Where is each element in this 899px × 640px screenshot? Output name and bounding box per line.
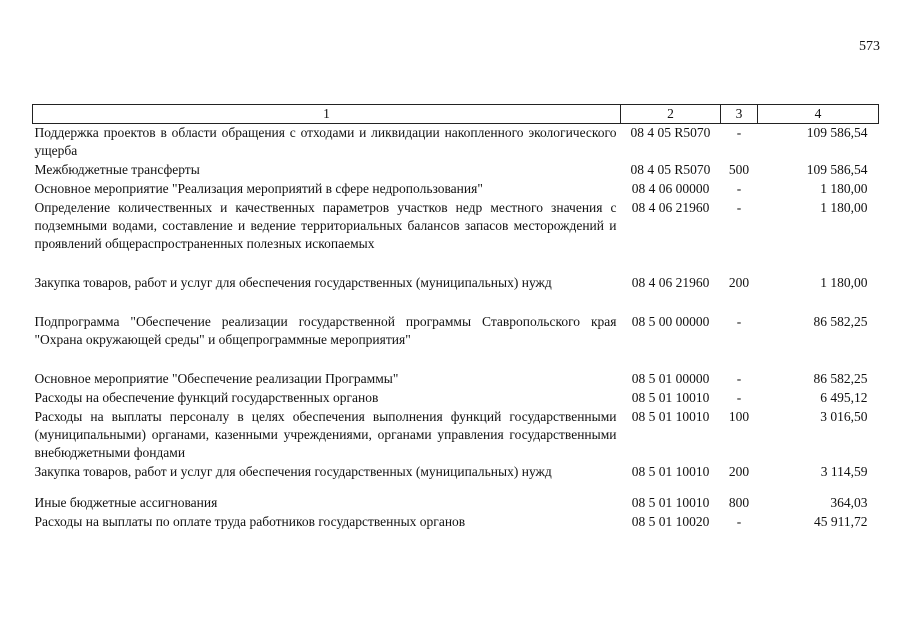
row-name: Подпрограмма "Обеспечение реализации государственной программы Ставропольского края "Охрана окружающей среды" и общепрограммные мероприятия"	[34, 314, 617, 347]
row-code: 08 5 01 10010	[631, 495, 710, 510]
table-row	[33, 161, 879, 180]
row-type: -	[736, 514, 742, 529]
table-row	[33, 370, 879, 389]
row-code: 08 4 05 R5070	[630, 125, 711, 140]
row-name: Определение количественных и качественных параметров участков недр местного значения с подземными водами, составление и ведение территориальных балансов запасов месторождений и проявлений общераспространенных полезных ископаемых	[34, 200, 617, 251]
row-sum: 6 495,12	[820, 390, 868, 405]
row-name: Расходы на обеспечение функций государственных органов	[34, 390, 379, 405]
row-type: 200	[728, 275, 750, 290]
table-row	[33, 199, 879, 254]
budget-table-container	[32, 104, 878, 532]
row-sum: 1 180,00	[820, 181, 868, 196]
row-spacer	[33, 482, 879, 494]
row-type: -	[736, 390, 742, 405]
row-code: 08 5 01 10020	[631, 514, 710, 529]
page-number: 573	[859, 39, 880, 54]
row-type: 500	[728, 162, 750, 177]
table-row	[33, 274, 879, 293]
row-sum: 3 114,59	[820, 464, 868, 479]
table-row	[33, 389, 879, 408]
row-code: 08 4 05 R5070	[630, 162, 711, 177]
header-col-2: 2	[621, 105, 721, 124]
header-col-4: 4	[758, 105, 879, 124]
budget-table	[32, 104, 879, 532]
row-code: 08 4 06 00000	[631, 181, 710, 196]
row-type: -	[736, 125, 742, 140]
row-code: 08 4 06 21960	[631, 200, 710, 215]
table-row	[33, 408, 879, 463]
row-sum: 3 016,50	[820, 409, 868, 424]
header-row	[33, 105, 879, 124]
row-code: 08 5 01 10010	[631, 464, 710, 479]
table-row	[33, 513, 879, 532]
table-row	[33, 313, 879, 350]
row-sum: 86 582,25	[813, 314, 868, 329]
row-sum: 364,03	[830, 495, 868, 510]
row-type: -	[736, 314, 742, 329]
row-code: 08 5 01 00000	[631, 371, 710, 386]
row-type: 800	[728, 495, 750, 510]
row-sum: 1 180,00	[820, 275, 868, 290]
row-name: Поддержка проектов в области обращения с отходами и ликвидации накопленного экологического ущерба	[34, 125, 617, 158]
row-name: Закупка товаров, работ и услуг для обеспечения государственных (муниципальных) нужд	[34, 275, 552, 290]
row-name: Основное мероприятие "Реализация мероприятий в сфере недропользования"	[34, 181, 483, 196]
row-sum: 45 911,72	[814, 514, 868, 529]
row-code: 08 5 01 10010	[631, 390, 710, 405]
row-sum: 86 582,25	[813, 371, 868, 386]
row-type: 200	[728, 464, 750, 479]
row-name: Закупка товаров, работ и услуг для обеспечения государственных (муниципальных) нужд	[34, 464, 552, 479]
row-spacer	[33, 254, 879, 274]
row-sum: 109 586,54	[806, 125, 868, 140]
row-sum: 1 180,00	[820, 200, 868, 215]
row-code: 08 5 00 00000	[631, 314, 710, 329]
row-spacer	[33, 350, 879, 370]
row-type: -	[736, 200, 742, 215]
row-name: Расходы на выплаты по оплате труда работников государственных органов	[34, 514, 466, 529]
row-name: Основное мероприятие "Обеспечение реализации Программы"	[34, 371, 399, 386]
row-type: 100	[728, 409, 750, 424]
row-name: Иные бюджетные ассигнования	[34, 495, 218, 510]
table-body	[33, 124, 879, 533]
table-row	[33, 180, 879, 199]
table-row	[33, 463, 879, 482]
row-name: Межбюджетные трансферты	[34, 162, 200, 177]
table-row	[33, 494, 879, 513]
header-col-3: 3	[721, 105, 758, 124]
row-code: 08 4 06 21960	[631, 275, 710, 290]
row-type: -	[736, 181, 742, 196]
row-name: Расходы на выплаты персоналу в целях обеспечения выполнения функций государственными (муниципальными) органами, казенными учреждениями, органами управления государственными внебюджетными фондами	[34, 409, 617, 460]
row-type: -	[736, 371, 742, 386]
table-row	[33, 124, 879, 162]
row-spacer	[33, 293, 879, 313]
row-code: 08 5 01 10010	[631, 409, 710, 424]
table-header	[33, 105, 879, 124]
header-col-1: 1	[33, 105, 621, 124]
row-sum: 109 586,54	[806, 162, 868, 177]
